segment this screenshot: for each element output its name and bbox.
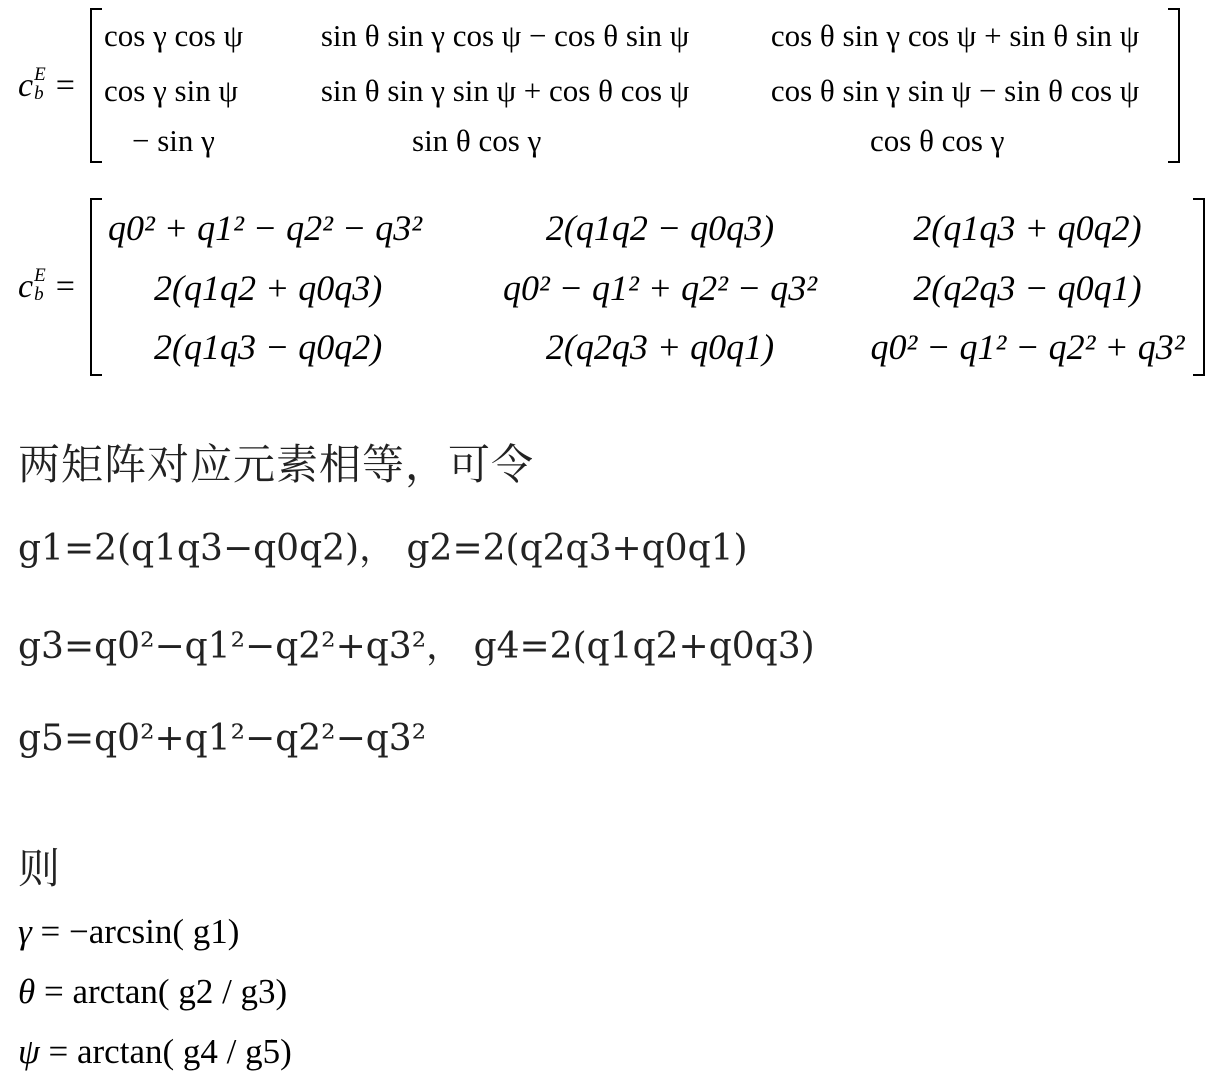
lhs-sub: b — [34, 284, 44, 305]
matrix-cell: 2(q1q2 − q0q3) — [545, 208, 775, 248]
matrix-cell: q0² + q1² − q2² − q3² — [108, 208, 423, 248]
equation-euler-matrix — [18, 8, 1180, 163]
matrix-cell: cos θ cos γ — [870, 122, 1005, 158]
matrix-cell: q0² − q1² + q2² − q3² — [502, 268, 818, 308]
definition-g1-g2: g1=2(q1q3−q0q2)， g2=2(q2q3+q0q1) — [18, 528, 748, 569]
result-gamma — [18, 912, 239, 952]
result-variable: γ — [18, 912, 32, 951]
equals-sign: = — [55, 66, 75, 104]
right-bracket — [1168, 8, 1180, 163]
lhs-sup: E — [34, 63, 46, 85]
matrix-cell: 2(q1q2 + q0q3) — [154, 268, 383, 308]
then-text: 则 — [18, 844, 62, 893]
result-variable: ψ — [18, 1032, 40, 1071]
definition-g5: g5=q0²+q1²−q2²−q3² — [18, 718, 427, 759]
result-expression: = −arcsin( g1) — [31, 912, 240, 951]
equals-sign: = — [55, 268, 75, 305]
matrix-cell: cos γ sin ψ — [104, 72, 238, 108]
matrix-cell: sin θ cos γ — [412, 122, 542, 158]
matrix-quaternion — [90, 198, 1205, 376]
lhs-cbE — [18, 63, 90, 105]
definition-g3-g4: g3=q0²−q1²−q2²+q3²， g4=2(q1q2+q0q3) — [18, 626, 815, 667]
matrix-cell: cos γ cos ψ — [104, 17, 244, 53]
result-expression: = arctan( g2 / g3) — [35, 972, 288, 1011]
result-expression: = arctan( g4 / g5) — [39, 1032, 292, 1071]
matrix-euler — [90, 8, 1180, 163]
matrix-cell: − sin γ — [132, 122, 215, 158]
matrix-cell: 2(q1q3 − q0q2) — [154, 327, 383, 367]
lhs-sub: b — [34, 82, 44, 104]
matrix-cell: sin θ sin γ sin ψ + cos θ cos ψ — [320, 72, 690, 108]
equation-quaternion-matrix — [18, 198, 1205, 376]
lhs-sup-sub — [34, 266, 46, 304]
matrix-cell: cos θ sin γ sin ψ − sin θ cos ψ — [770, 72, 1140, 108]
lhs-cbE — [18, 265, 90, 306]
matrix-cell: sin θ sin γ cos ψ − cos θ sin ψ — [320, 17, 690, 53]
lhs-symbol: c — [18, 66, 34, 104]
lhs-sup-sub — [34, 65, 46, 103]
lhs-symbol: c — [18, 268, 34, 305]
result-variable: θ — [18, 972, 36, 1011]
right-bracket — [1193, 198, 1205, 376]
statement-text: 两矩阵对应元素相等，可令 — [18, 440, 535, 489]
left-bracket — [90, 8, 102, 163]
result-theta — [18, 972, 287, 1012]
left-bracket — [90, 198, 102, 376]
matrix-cell: 2(q2q3 − q0q1) — [913, 268, 1142, 308]
matrix-cell: 2(q1q3 + q0q2) — [913, 208, 1142, 248]
lhs-sup: E — [34, 265, 46, 286]
matrix-cell: cos θ sin γ cos ψ + sin θ sin ψ — [770, 17, 1140, 53]
matrix-cell: q0² − q1² − q2² + q3² — [870, 327, 1185, 367]
matrix-cell: 2(q2q3 + q0q1) — [545, 327, 775, 367]
result-psi — [18, 1032, 292, 1072]
